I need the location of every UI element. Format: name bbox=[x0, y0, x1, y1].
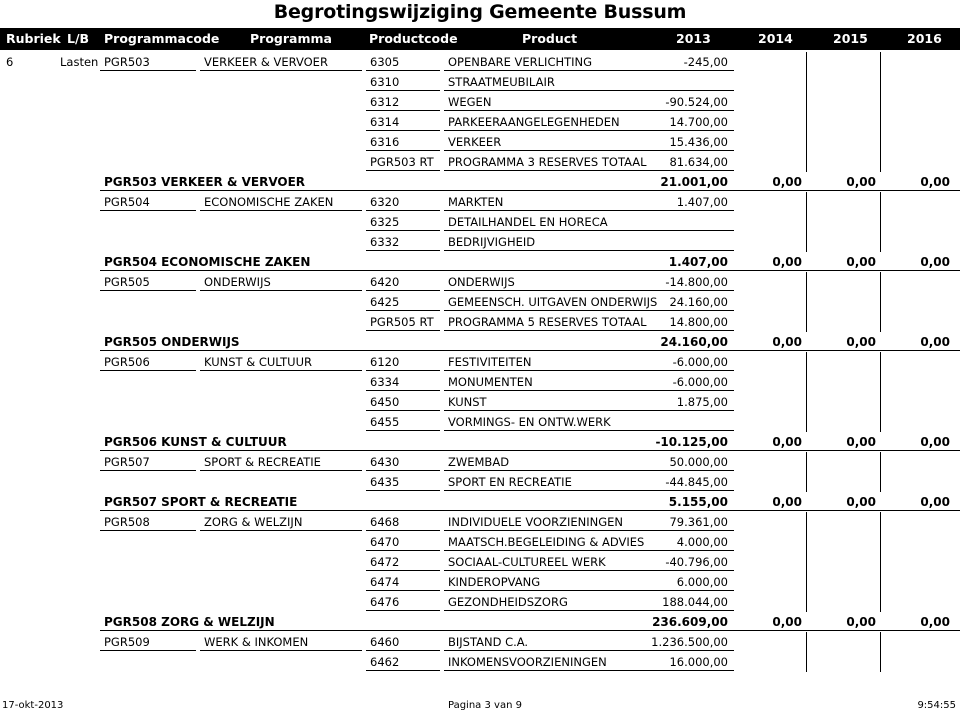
cell-underline bbox=[444, 110, 734, 111]
cell-underline bbox=[366, 250, 440, 251]
value-2013-cell: 1.407,00 bbox=[676, 195, 728, 209]
productcode-cell: PGR505 RT bbox=[370, 315, 434, 329]
cell-underline bbox=[444, 250, 734, 251]
cell-underline bbox=[444, 650, 734, 651]
productcode-cell: 6420 bbox=[370, 275, 400, 289]
cell-underline bbox=[200, 70, 362, 71]
footer-time: 9:54:55 bbox=[917, 700, 956, 711]
empty-cell-divider bbox=[806, 52, 807, 72]
empty-cell-divider bbox=[880, 72, 881, 92]
table-row bbox=[0, 412, 960, 432]
cell-underline bbox=[444, 70, 734, 71]
empty-cell-divider bbox=[880, 512, 881, 532]
empty-cell-divider bbox=[880, 212, 881, 232]
cell-underline bbox=[444, 550, 734, 551]
empty-cell-divider bbox=[880, 52, 881, 72]
cell-underline bbox=[200, 290, 362, 291]
product-cell: INDIVIDUELE VOORZIENINGEN bbox=[448, 515, 624, 529]
productcode-cell: 6120 bbox=[370, 355, 400, 369]
cell-underline bbox=[366, 530, 440, 531]
product-cell: ONDERWIJS bbox=[448, 275, 515, 289]
product-cell: STRAATMEUBILAIR bbox=[448, 75, 555, 89]
cell-underline bbox=[444, 330, 734, 331]
product-cell: PROGRAMMA 5 RESERVES TOTAAL bbox=[448, 315, 647, 329]
empty-cell-divider bbox=[880, 272, 881, 292]
empty-cell-divider bbox=[880, 312, 881, 332]
subtotal-2015: 0,00 bbox=[846, 175, 876, 189]
product-cell: BIJSTAND C.A. bbox=[448, 635, 529, 649]
table-row bbox=[0, 192, 960, 212]
subtotal-label: PGR505 ONDERWIJS bbox=[104, 335, 240, 349]
productcode-cell: 6316 bbox=[370, 135, 400, 149]
table-row bbox=[0, 572, 960, 592]
empty-cell-divider bbox=[880, 632, 881, 652]
product-cell: PARKEERAANGELEGENHEDEN bbox=[448, 115, 620, 129]
cell-underline bbox=[366, 230, 440, 231]
empty-cell-divider bbox=[880, 352, 881, 372]
value-2013-cell: -90.524,00 bbox=[665, 95, 728, 109]
report-title: Begrotingswijziging Gemeente Bussum bbox=[273, 1, 687, 23]
subtotal-2015: 0,00 bbox=[846, 615, 876, 629]
value-2013-cell: 81.634,00 bbox=[669, 155, 728, 169]
empty-cell-divider bbox=[880, 392, 881, 412]
product-cell: FESTIVITEITEN bbox=[448, 355, 532, 369]
cell-underline bbox=[366, 570, 440, 571]
empty-cell-divider bbox=[806, 652, 807, 672]
programma-cell: WERK & INKOMEN bbox=[204, 635, 309, 649]
productcode-cell: 6470 bbox=[370, 535, 400, 549]
empty-cell-divider bbox=[880, 412, 881, 432]
cell-underline bbox=[366, 210, 440, 211]
value-2013-cell: 4.000,00 bbox=[676, 535, 728, 549]
value-2013-cell: 24.160,00 bbox=[669, 295, 728, 309]
col-lb: L/B bbox=[67, 31, 90, 46]
table-row bbox=[0, 52, 960, 72]
cell-underline bbox=[366, 430, 440, 431]
subtotal-2015: 0,00 bbox=[846, 255, 876, 269]
table-row bbox=[0, 92, 960, 112]
product-cell: SPORT EN RECREATIE bbox=[448, 475, 572, 489]
subtotal-2015: 0,00 bbox=[846, 335, 876, 349]
productcode-cell: 6320 bbox=[370, 195, 400, 209]
value-2013-cell: 14.700,00 bbox=[669, 115, 728, 129]
product-cell: BEDRIJVIGHEID bbox=[448, 235, 536, 249]
cell-underline bbox=[366, 650, 440, 651]
value-2013-cell: -14.800,00 bbox=[665, 275, 728, 289]
empty-cell-divider bbox=[806, 312, 807, 332]
cell-underline bbox=[366, 410, 440, 411]
productcode-cell: 6305 bbox=[370, 55, 400, 69]
value-2013-cell: -44.845,00 bbox=[665, 475, 728, 489]
product-cell: VORMINGS- EN ONTW.WERK bbox=[448, 415, 611, 429]
empty-cell-divider bbox=[806, 192, 807, 212]
programmacode-cell: PGR505 bbox=[104, 275, 150, 289]
product-cell: MARKTEN bbox=[448, 195, 504, 209]
empty-cell-divider bbox=[806, 152, 807, 172]
subtotal-2014: 0,00 bbox=[772, 255, 802, 269]
empty-cell-divider bbox=[806, 392, 807, 412]
subtotal-label: PGR506 KUNST & CULTUUR bbox=[104, 435, 287, 449]
subtotal-underline bbox=[100, 270, 960, 271]
cell-underline bbox=[200, 210, 362, 211]
subtotal-label: PGR504 ECONOMISCHE ZAKEN bbox=[104, 255, 311, 269]
cell-underline bbox=[444, 230, 734, 231]
subtotal-underline bbox=[100, 190, 960, 191]
value-2013-cell: 15.436,00 bbox=[669, 135, 728, 149]
subtotal-2014: 0,00 bbox=[772, 615, 802, 629]
cell-underline bbox=[444, 590, 734, 591]
cell-underline bbox=[366, 170, 440, 171]
productcode-cell: 6468 bbox=[370, 515, 400, 529]
empty-cell-divider bbox=[880, 552, 881, 572]
subtotal-2014: 0,00 bbox=[772, 435, 802, 449]
productcode-cell: 6310 bbox=[370, 75, 400, 89]
product-cell: WEGEN bbox=[448, 95, 492, 109]
cell-underline bbox=[366, 110, 440, 111]
cell-underline bbox=[200, 470, 362, 471]
subtotal-underline bbox=[100, 450, 960, 451]
cell-underline bbox=[444, 470, 734, 471]
cell-underline bbox=[444, 490, 734, 491]
cell-underline bbox=[366, 310, 440, 311]
empty-cell-divider bbox=[880, 572, 881, 592]
cell-underline bbox=[366, 70, 440, 71]
subtotal-label: PGR503 VERKEER & VERVOER bbox=[104, 175, 306, 189]
subtotal-row bbox=[0, 332, 960, 352]
subtotal-label: PGR507 SPORT & RECREATIE bbox=[104, 495, 298, 509]
cell-underline bbox=[366, 550, 440, 551]
productcode-cell: 6460 bbox=[370, 635, 400, 649]
productcode-cell: 6455 bbox=[370, 415, 400, 429]
empty-cell-divider bbox=[806, 592, 807, 612]
empty-cell-divider bbox=[880, 652, 881, 672]
programmacode-cell: PGR507 bbox=[104, 455, 150, 469]
cell-underline bbox=[100, 470, 196, 471]
programma-cell: ZORG & WELZIJN bbox=[204, 515, 303, 529]
productcode-cell: 6312 bbox=[370, 95, 400, 109]
programmacode-cell: PGR506 bbox=[104, 355, 150, 369]
product-cell: KUNST bbox=[448, 395, 487, 409]
programma-cell: KUNST & CULTUUR bbox=[204, 355, 312, 369]
table-row bbox=[0, 592, 960, 612]
empty-cell-divider bbox=[880, 372, 881, 392]
subtotal-2016: 0,00 bbox=[920, 175, 950, 189]
table-row bbox=[0, 552, 960, 572]
empty-cell-divider bbox=[806, 292, 807, 312]
subtotal-underline bbox=[100, 630, 960, 631]
subtotal-2016: 0,00 bbox=[920, 435, 950, 449]
productcode-cell: 6474 bbox=[370, 575, 400, 589]
programmacode-cell: PGR508 bbox=[104, 515, 150, 529]
programma-cell: ECONOMISCHE ZAKEN bbox=[204, 195, 334, 209]
cell-underline bbox=[366, 610, 440, 611]
table-row bbox=[0, 72, 960, 92]
cell-underline bbox=[200, 370, 362, 371]
programmacode-cell: PGR504 bbox=[104, 195, 150, 209]
empty-cell-divider bbox=[806, 72, 807, 92]
programma-cell: ONDERWIJS bbox=[204, 275, 271, 289]
value-2013-cell: 16.000,00 bbox=[669, 655, 728, 669]
subtotal-2016: 0,00 bbox=[920, 335, 950, 349]
table-row bbox=[0, 532, 960, 552]
table-row bbox=[0, 152, 960, 172]
productcode-cell: 6472 bbox=[370, 555, 400, 569]
col-programmacode: Programmacode bbox=[104, 31, 220, 46]
empty-cell-divider bbox=[806, 92, 807, 112]
value-2013-cell: 50.000,00 bbox=[669, 455, 728, 469]
cell-underline bbox=[100, 210, 196, 211]
empty-cell-divider bbox=[880, 112, 881, 132]
empty-cell-divider bbox=[806, 212, 807, 232]
product-cell: SOCIAAL-CULTUREEL WERK bbox=[448, 555, 606, 569]
product-cell: MAATSCH.BEGELEIDING & ADVIES bbox=[448, 535, 645, 549]
product-cell: MONUMENTEN bbox=[448, 375, 533, 389]
cell-underline bbox=[100, 650, 196, 651]
cell-underline bbox=[444, 90, 734, 91]
cell-underline bbox=[444, 610, 734, 611]
table-row bbox=[0, 312, 960, 332]
cell-underline bbox=[366, 150, 440, 151]
col-programma: Programma bbox=[250, 31, 332, 46]
empty-cell-divider bbox=[880, 232, 881, 252]
empty-cell-divider bbox=[880, 472, 881, 492]
subtotal-row bbox=[0, 492, 960, 512]
empty-cell-divider bbox=[806, 352, 807, 372]
cell-underline bbox=[100, 370, 196, 371]
cell-underline bbox=[366, 390, 440, 391]
programma-cell: VERKEER & VERVOER bbox=[204, 55, 328, 69]
empty-cell-divider bbox=[880, 592, 881, 612]
programmacode-cell: PGR503 bbox=[104, 55, 150, 69]
col-2013: 2013 bbox=[676, 31, 711, 46]
table-row bbox=[0, 452, 960, 472]
cell-underline bbox=[444, 370, 734, 371]
productcode-cell: 6325 bbox=[370, 215, 400, 229]
cell-underline bbox=[444, 210, 734, 211]
table-row bbox=[0, 132, 960, 152]
empty-cell-divider bbox=[806, 452, 807, 472]
subtotal-2016: 0,00 bbox=[920, 615, 950, 629]
productcode-cell: 6314 bbox=[370, 115, 400, 129]
table-row bbox=[0, 212, 960, 232]
empty-cell-divider bbox=[880, 532, 881, 552]
cell-underline bbox=[444, 390, 734, 391]
empty-cell-divider bbox=[880, 452, 881, 472]
value-2013-cell: -6.000,00 bbox=[672, 375, 728, 389]
cell-underline bbox=[366, 90, 440, 91]
empty-cell-divider bbox=[806, 372, 807, 392]
table-row bbox=[0, 652, 960, 672]
empty-cell-divider bbox=[806, 552, 807, 572]
cell-underline bbox=[100, 290, 196, 291]
subtotal-2013: 24.160,00 bbox=[660, 335, 728, 349]
empty-cell-divider bbox=[806, 572, 807, 592]
subtotal-2013: 5.155,00 bbox=[668, 495, 728, 509]
value-2013-cell: 79.361,00 bbox=[669, 515, 728, 529]
empty-cell-divider bbox=[880, 132, 881, 152]
productcode-cell: 6425 bbox=[370, 295, 400, 309]
value-2013-cell: 14.800,00 bbox=[669, 315, 728, 329]
cell-underline bbox=[366, 370, 440, 371]
col-2016: 2016 bbox=[907, 31, 942, 46]
page-footer bbox=[0, 698, 960, 714]
table-row bbox=[0, 272, 960, 292]
cell-underline bbox=[366, 670, 440, 671]
subtotal-row bbox=[0, 252, 960, 272]
cell-underline bbox=[444, 530, 734, 531]
cell-underline bbox=[444, 410, 734, 411]
subtotal-underline bbox=[100, 510, 960, 511]
productcode-cell: 6435 bbox=[370, 475, 400, 489]
subtotal-2013: 21.001,00 bbox=[660, 175, 728, 189]
lb-cell: Lasten bbox=[60, 55, 99, 69]
subtotal-2014: 0,00 bbox=[772, 495, 802, 509]
table-row bbox=[0, 292, 960, 312]
footer-page: Pagina 3 van 9 bbox=[448, 700, 522, 711]
subtotal-2014: 0,00 bbox=[772, 175, 802, 189]
value-2013-cell: 1.875,00 bbox=[676, 395, 728, 409]
subtotal-2015: 0,00 bbox=[846, 495, 876, 509]
value-2013-cell: -245,00 bbox=[683, 55, 728, 69]
cell-underline bbox=[444, 310, 734, 311]
cell-underline bbox=[444, 670, 734, 671]
table-row bbox=[0, 352, 960, 372]
table-row bbox=[0, 392, 960, 412]
value-2013-cell: 1.236.500,00 bbox=[651, 635, 728, 649]
table-row bbox=[0, 372, 960, 392]
subtotal-2016: 0,00 bbox=[920, 495, 950, 509]
table-row bbox=[0, 512, 960, 532]
cell-underline bbox=[366, 330, 440, 331]
product-cell: ZWEMBAD bbox=[448, 455, 510, 469]
empty-cell-divider bbox=[806, 232, 807, 252]
cell-underline bbox=[444, 130, 734, 131]
col-productcode: Productcode bbox=[369, 31, 458, 46]
empty-cell-divider bbox=[806, 412, 807, 432]
subtotal-2016: 0,00 bbox=[920, 255, 950, 269]
table-body bbox=[0, 52, 960, 672]
empty-cell-divider bbox=[880, 292, 881, 312]
subtotal-row bbox=[0, 432, 960, 452]
productcode-cell: 6332 bbox=[370, 235, 400, 249]
cell-underline bbox=[444, 150, 734, 151]
cell-underline bbox=[444, 570, 734, 571]
product-cell: GEZONDHEIDSZORG bbox=[448, 595, 568, 609]
empty-cell-divider bbox=[806, 112, 807, 132]
empty-cell-divider bbox=[806, 512, 807, 532]
subtotal-2014: 0,00 bbox=[772, 335, 802, 349]
empty-cell-divider bbox=[880, 192, 881, 212]
table-row bbox=[0, 472, 960, 492]
value-2013-cell: 6.000,00 bbox=[676, 575, 728, 589]
empty-cell-divider bbox=[880, 92, 881, 112]
cell-underline bbox=[366, 470, 440, 471]
subtotal-2015: 0,00 bbox=[846, 435, 876, 449]
product-cell: KINDEROPVANG bbox=[448, 575, 541, 589]
product-cell: INKOMENSVOORZIENINGEN bbox=[448, 655, 607, 669]
product-cell: OPENBARE VERLICHTING bbox=[448, 55, 593, 69]
cell-underline bbox=[100, 70, 196, 71]
value-2013-cell: -6.000,00 bbox=[672, 355, 728, 369]
empty-cell-divider bbox=[806, 632, 807, 652]
cell-underline bbox=[444, 170, 734, 171]
product-cell: GEMEENSCH. UITGAVEN ONDERWIJS bbox=[448, 295, 658, 309]
productcode-cell: 6430 bbox=[370, 455, 400, 469]
cell-underline bbox=[200, 530, 362, 531]
productcode-cell: 6334 bbox=[370, 375, 400, 389]
table-row bbox=[0, 632, 960, 652]
subtotal-row bbox=[0, 172, 960, 192]
product-cell: DETAILHANDEL EN HORECA bbox=[448, 215, 608, 229]
subtotal-2013: 236.609,00 bbox=[652, 615, 728, 629]
cell-underline bbox=[366, 130, 440, 131]
productcode-cell: 6476 bbox=[370, 595, 400, 609]
subtotal-2013: -10.125,00 bbox=[655, 435, 728, 449]
productcode-cell: PGR503 RT bbox=[370, 155, 434, 169]
value-2013-cell: -40.796,00 bbox=[665, 555, 728, 569]
value-2013-cell: 188.044,00 bbox=[662, 595, 728, 609]
product-cell: PROGRAMMA 3 RESERVES TOTAAL bbox=[448, 155, 647, 169]
empty-cell-divider bbox=[806, 132, 807, 152]
cell-underline bbox=[200, 650, 362, 651]
col-2014: 2014 bbox=[758, 31, 793, 46]
subtotal-label: PGR508 ZORG & WELZIJN bbox=[104, 615, 275, 629]
subtotal-2013: 1.407,00 bbox=[668, 255, 728, 269]
table-row bbox=[0, 232, 960, 252]
cell-underline bbox=[100, 530, 196, 531]
footer-date: 17-okt-2013 bbox=[2, 700, 64, 711]
table-row bbox=[0, 112, 960, 132]
product-cell: VERKEER bbox=[448, 135, 502, 149]
cell-underline bbox=[366, 490, 440, 491]
subtotal-row bbox=[0, 612, 960, 632]
col-product: Product bbox=[522, 31, 578, 46]
col-2015: 2015 bbox=[833, 31, 868, 46]
rubriek-cell: 6 bbox=[6, 55, 14, 69]
empty-cell-divider bbox=[806, 472, 807, 492]
empty-cell-divider bbox=[806, 272, 807, 292]
cell-underline bbox=[444, 430, 734, 431]
productcode-cell: 6462 bbox=[370, 655, 400, 669]
table-header bbox=[0, 28, 960, 50]
programmacode-cell: PGR509 bbox=[104, 635, 150, 649]
col-rubriek: Rubriek bbox=[6, 31, 61, 46]
cell-underline bbox=[444, 290, 734, 291]
cell-underline bbox=[366, 290, 440, 291]
subtotal-underline bbox=[100, 350, 960, 351]
empty-cell-divider bbox=[806, 532, 807, 552]
productcode-cell: 6450 bbox=[370, 395, 400, 409]
cell-underline bbox=[366, 590, 440, 591]
programma-cell: SPORT & RECREATIE bbox=[204, 455, 321, 469]
empty-cell-divider bbox=[880, 152, 881, 172]
